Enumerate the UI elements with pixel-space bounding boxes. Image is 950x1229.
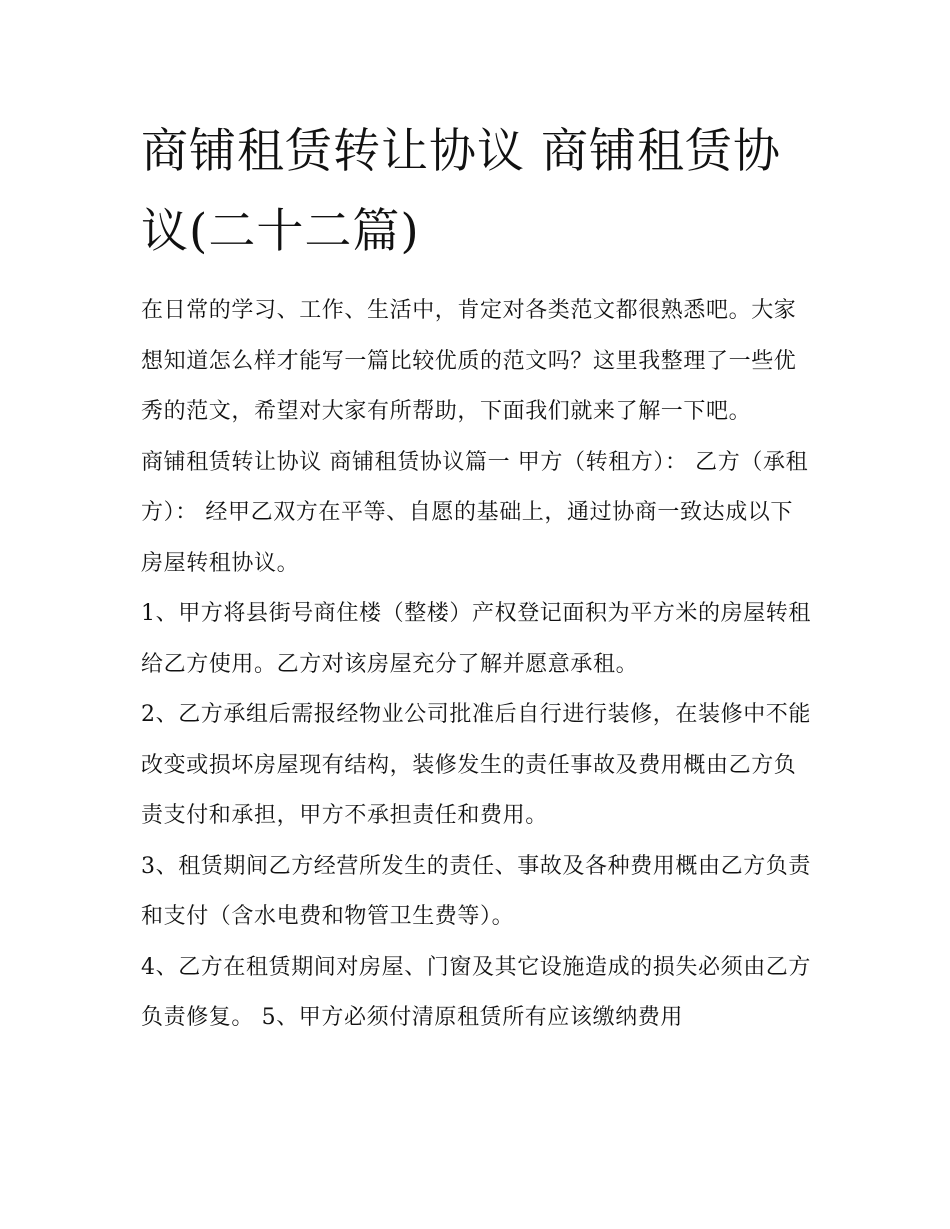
clause-3-paragraph: 3、租赁期间乙方经营所发生的责任、事故及各种费用概由乙方负责和支付（含水电费和物管卫生费等）。 xyxy=(141,853,811,929)
agreement-parties-paragraph: 商铺租赁转让协议 商铺租赁协议篇一 甲方（转租方）： 乙方（承租方）： 经甲乙双方在平等、自愿的基础上，通过协商一致达成以下房屋转租协议。 xyxy=(141,449,809,576)
intro-paragraph: 在日常的学习、工作、生活中，肯定对各类范文都很熟悉吧。大家想知道怎么样才能写一篇比较优质的范文吗？这里我整理了一些优秀的范文，希望对大家有所帮助，下面我们就来了解一下吧。 xyxy=(141,298,797,424)
document-title: 商铺租赁转让协议 商铺租赁协议(二十二篇) xyxy=(141,124,781,259)
clause-2-paragraph: 2、乙方承组后需报经物业公司批准后自行进行装修，在装修中不能改变或损坏房屋现有结构，装修发生的责任事故及费用概由乙方负责支付和承担，甲方不承担责任和费用。 xyxy=(141,702,811,828)
clause-4-5-paragraph: 4、乙方在租赁期间对房屋、门窗及其它设施造成的损失必须由乙方负责修复。 5、甲方必须付清原租赁所有应该缴纳费用 xyxy=(141,954,811,1030)
clause-1-paragraph: 1、甲方将县街号商住楼（整楼）产权登记面积为平方米的房屋转租给乙方使用。乙方对该房屋充分了解并愿意承租。 xyxy=(141,601,811,677)
document-page xyxy=(141,112,813,1044)
